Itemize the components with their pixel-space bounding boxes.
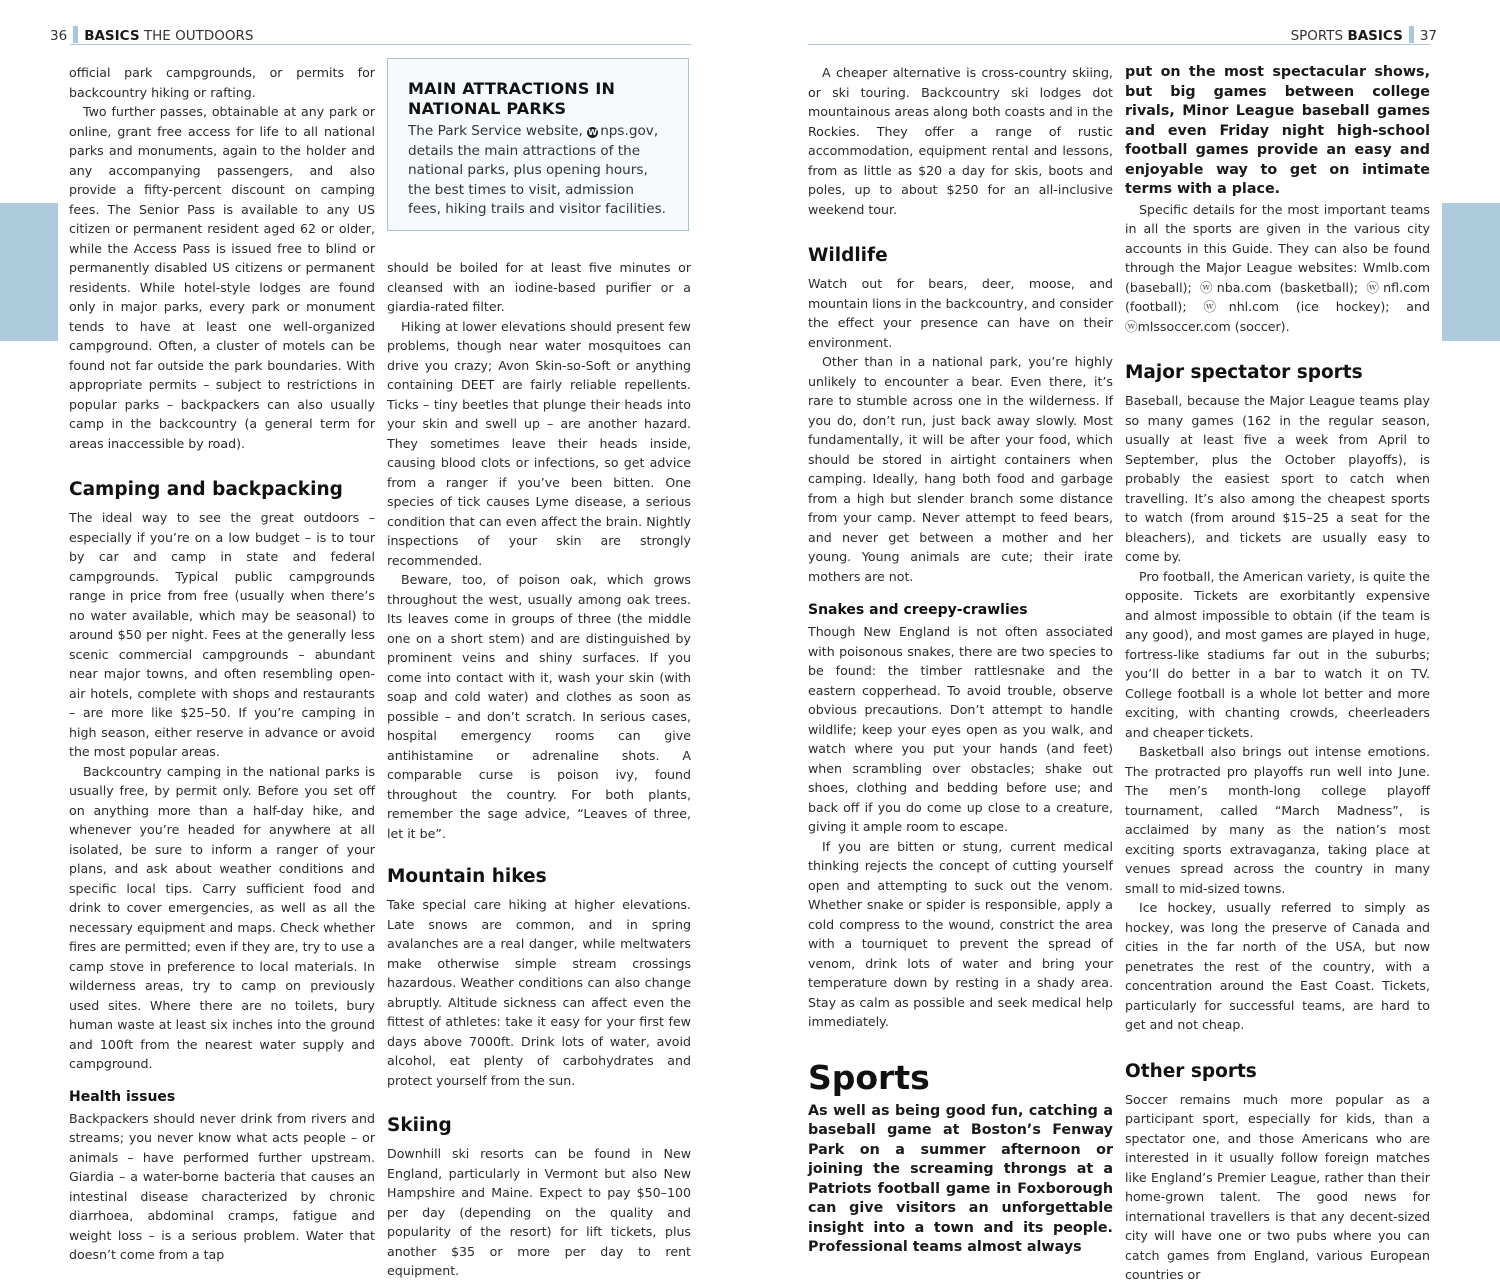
column-4: [1125, 63, 1430, 1285]
section-heading: Wildlife: [808, 245, 888, 266]
paragraph: Ice hockey, usually referred to simply as hockey, was long the preserve of Canada and cities in the far north of the USA, but now penetrates the rest of the country, with a concentration around the East Coast. Tickets, particularly for successful teams, are hard to get and not cheap.: [1125, 900, 1430, 1032]
column-2: [387, 258, 691, 1281]
paragraph: official park campgrounds, or permits for backcountry hiking or rafting.: [69, 65, 375, 100]
paragraph: Soccer remains much more popular as a participant sport, especially for kids, than a spectator one, and those Americans who are interested in it usually follow foreign matches like England’s Premier League, rather than their home-grown talent. The good news for international travellers is that any decent-sized city will have one or two pubs where you can catch games from England, various European countries or: [1125, 1091, 1430, 1282]
section-heading: Mountain hikes: [387, 866, 547, 887]
page-number: 37: [1419, 28, 1437, 44]
header-chapter: THE OUTDOORS: [143, 28, 254, 44]
running-header-left: [50, 26, 253, 44]
header-chapter: SPORTS: [1290, 28, 1344, 44]
left-page: [0, 0, 750, 1278]
box-text: The Park Service website, W nps.gov, details the main attractions of the national parks, plus opening hours, the best times to visit, admission fees, hiking trails and visitor facilities.: [408, 123, 666, 217]
paragraph: If you are bitten or stung, current medical thinking rejects the concept of cutting yourself open and attempting to suck out the venom. Whether snake or spider is responsible, apply a cold compress to the wound, constrict the area with a tourniquet to prevent the spread of venom, drink lots of water and bring your temperature down by resting in a shady area. Stay as calm as possible and seek medical help immediately.: [808, 838, 1113, 1029]
box-title: MAIN ATTRACTIONS IN NATIONAL PARKS: [408, 79, 616, 118]
page-number: 36: [50, 28, 68, 44]
header-rule: [70, 44, 691, 45]
thumb-tab-left: [0, 203, 58, 341]
paragraph: Watch out for bears, deer, moose, and mountain lions in the backcountry, and consider the effect your presence can have on their environment.: [808, 276, 1113, 350]
header-bar: [73, 26, 78, 43]
subsection-heading: Health issues: [69, 1088, 176, 1105]
paragraph: Backpackers should never drink from rivers and streams; you never know what acts people – or animals – have performed further upstream. Giardia – a water-borne bacteria that causes an intestinal disease characterized by chronic diarrhoea, abdominal cramps, fatigue and weight loss – is a serious problem. Water that doesn’t come from a tap: [69, 1110, 375, 1262]
website-icon: W: [588, 128, 598, 137]
header-section: BASICS: [84, 28, 140, 44]
section-heading: Major spectator sports: [1125, 362, 1363, 383]
header-bar: [1409, 26, 1414, 43]
paragraph: Downhill ski resorts can be found in New England, particularly in Vermont but also New Hampshire and Maine. Expect to pay $50–100 per day (depending on the quality and popularity of the resort) for lift tickets, plus another $35 or more per day to rent equipment.: [387, 1146, 691, 1278]
paragraph: A cheaper alternative is cross-country skiing, or ski touring. Backcountry ski lodges dot mountainous areas along both coasts and in the Rockies. They offer a range of rustic accommodation, equipment rental and lessons, from as little as $20 a day for skis, boots and poles, up to about $250 for an all-inclusive weekend tour.: [808, 65, 1113, 217]
paragraph: Backcountry camping in the national parks is usually free, by permit only. Before you set off on anything more than a half-day hike, and whenever you’re headed for anywhere at all isolated, be sure to inform a ranger of your plans, and ask about weather conditions and specific local tips. Carry sufficient food and drink to cover emergencies, as well as all the necessary equipment and maps. Check whether fires are permitted; even if they are, try to use a camp stove in preference to local materials. In wilderness areas, try to camp on previously used sites. Where there are no toilets, bury human waste at least six inches into the ground and 100ft from the nearest water supply and campground.: [69, 763, 375, 1071]
website-link[interactable]: nps.gov: [600, 123, 654, 139]
paragraph: Beware, too, of poison oak, which grows throughout the west, usually among oak trees. Its leaves come in groups of three (the middle one on a short stem) and are distinguished by prominent veins and shiny surfaces. If you come into contact with it, wash your skin (with soap and cold water) and clothes as soon as possible – and don’t scratch. In serious cases, hospital emergency rooms can give antihistamine or adrenaline shots. A comparable curse is poison ivy, found throughout the country. For both plants, remember the sage advice, “Leaves of three, let it be”.: [387, 572, 691, 841]
lead-paragraph: put on the most spectacular shows, but big games between college rivals, Minor League baseball games and even Friday night high-school football games provide an easy and enjoyable way to get on intimate terms with a place.: [1125, 64, 1430, 197]
paragraph: should be boiled for at least five minutes or cleansed with an iodine-based purifier or a giardia-rated filter.: [387, 260, 691, 314]
chapter-heading: Sports: [808, 1057, 930, 1097]
column-3: [808, 63, 1113, 1258]
right-page: [750, 0, 1500, 1282]
header-section: BASICS: [1347, 28, 1403, 44]
thumb-tab-right: [1442, 203, 1500, 341]
subsection-heading: Snakes and creepy-crawlies: [808, 602, 1028, 618]
paragraph: Though New England is not often associated with poisonous snakes, there are two species to be found: the timber rattlesnake and the eastern copperhead. To avoid trouble, observe obvious precautions. Don’t attempt to handle wildlife; keep your eyes open as you walk, and watch where you put your hands (and feet) when scrambling over obstacles; shake out shoes, clothing and bedding before use; and back off if you do come up close to a creature, giving it ample room to escape.: [808, 624, 1113, 834]
paragraph: Basketball also brings out intense emotions. The protracted pro playoffs run well into June. The men’s month-long college playoff tournament, called “March Madness”, is acclaimed by many as the nation’s most exciting sports extravaganza, taking place at venues spread across the country in many small to mid-sized towns.: [1125, 744, 1430, 896]
paragraph: Two further passes, obtainable at any park or online, grant free access for life to all national parks and monuments, again to the holder and any accompanying passengers, and also provide a fifty-percent discount on camping fees. The Senior Pass is available to any US citizen or permanent resident aged 62 or older, while the Access Pass is issued free to blind or permanently disabled US citizens or permanent residents. While hotel-style lodges are found only in major parks, every park or monument tends to have at least one well-organized campground. Often, a cluster of motels can be found not far outside the park boundaries. With appropriate permits – subject to restrictions in popular parks – backpackers can also usually camp in the backcountry (a general term for areas inaccessible by road).: [69, 104, 375, 451]
header-rule: [808, 44, 1430, 45]
paragraph: Take special care hiking at higher elevations. Late snows are common, and in spring avalanches are a real danger, while meltwaters make otherwise simple stream crossings hazardous. Weather conditions can also change abruptly. Altitude sickness can affect even the fittest of athletes: take it easy for your first few days above 7000ft. Drink lots of water, avoid alcohol, eat plenty of carbohydrates and protect yourself from the sun.: [387, 897, 691, 1088]
section-heading: Skiing: [387, 1115, 452, 1136]
paragraph: Other than in a national park, you’re highly unlikely to encounter a bear. Even there, it’s rare to stumble across one in the wilderness. If you do, don’t run, just back away slowly. Most fundamentally, it will be after your food, which should be stored in airtight containers when camping. Ideally, hang both food and garbage from a high but slender branch some distance from your camp. Never attempt to feed bears, and never get between a mother and her young. Young animals are cute; their irate mothers are not.: [808, 354, 1113, 584]
running-header-right: [1291, 26, 1437, 44]
section-heading: Other sports: [1125, 1060, 1257, 1082]
paragraph: Pro football, the American variety, is quite the opposite. Tickets are exorbitantly expensive and almost impossible to obtain (if the team is any good), and most games are played in huge, fortress-like stadiums far out in the suburbs; you’ll do better in a bar to watch it on TV. College football is a whole lot better and more exciting, with chanting crowds, cheerleaders and cheaper tickets.: [1125, 568, 1430, 740]
section-heading: Camping and backpacking: [69, 479, 343, 500]
column-1: [69, 63, 375, 1265]
paragraph: Specific details for the most important teams in all the sports are given in the various city accounts in this Guide. They can also be found through the Major League websites: Wmlb.com (baseball); ⓦnba.com (basketball); ⓦnfl.com (football); ⓦnhl.com (ice hockey); and ⓦmlssoccer.com (soccer).: [1125, 201, 1430, 334]
paragraph: Baseball, because the Major League teams play so many games (162 in the regular season, usually at least five a week from April to September, plus the October playoffs), is probably the easiest sport to catch when travelling. It’s also among the cheapest sports to watch (from around $15–25 a seat for the bleachers), and tickets are usually easy to come by.: [1125, 393, 1430, 564]
lead-paragraph: As well as being good fun, catching a baseball game at Boston’s Fenway Park on a summer afternoon or joining the screaming throngs at a Patriots football game in Foxborough can give visitors an unforgettable insight into a town and its people. Professional teams almost always: [808, 1102, 1113, 1255]
info-box: [387, 58, 689, 231]
paragraph: Hiking at lower elevations should present few problems, though near water mosquitoes can drive you crazy; Avon Skin-so-Soft or anything containing DEET are fairly reliable repellents. Ticks – tiny beetles that plunge their heads into your skin and swell up – are another hazard. They sometimes leave their heads inside, causing blood clots or infections, so get advice from a ranger if you’ve been bitten. One species of tick causes Lyme disease, a serious condition that can even affect the brain. Nightly inspections of your skin are strongly recommended.: [387, 318, 691, 568]
paragraph: The ideal way to see the great outdoors – especially if you’re on a low budget – is to tour by car and camp in state and federal campgrounds. Typical public campgrounds range in price from free (usually when there’s no water available, which may be seasonal) to around $50 per night. Fees at the generally less scenic commercial campgrounds – abundant near major towns, and often resembling open-air hotels, complete with shops and restaurants – are more like $25–50. If you’re camping in high season, either reserve in advance or avoid the most popular areas.: [69, 510, 375, 759]
